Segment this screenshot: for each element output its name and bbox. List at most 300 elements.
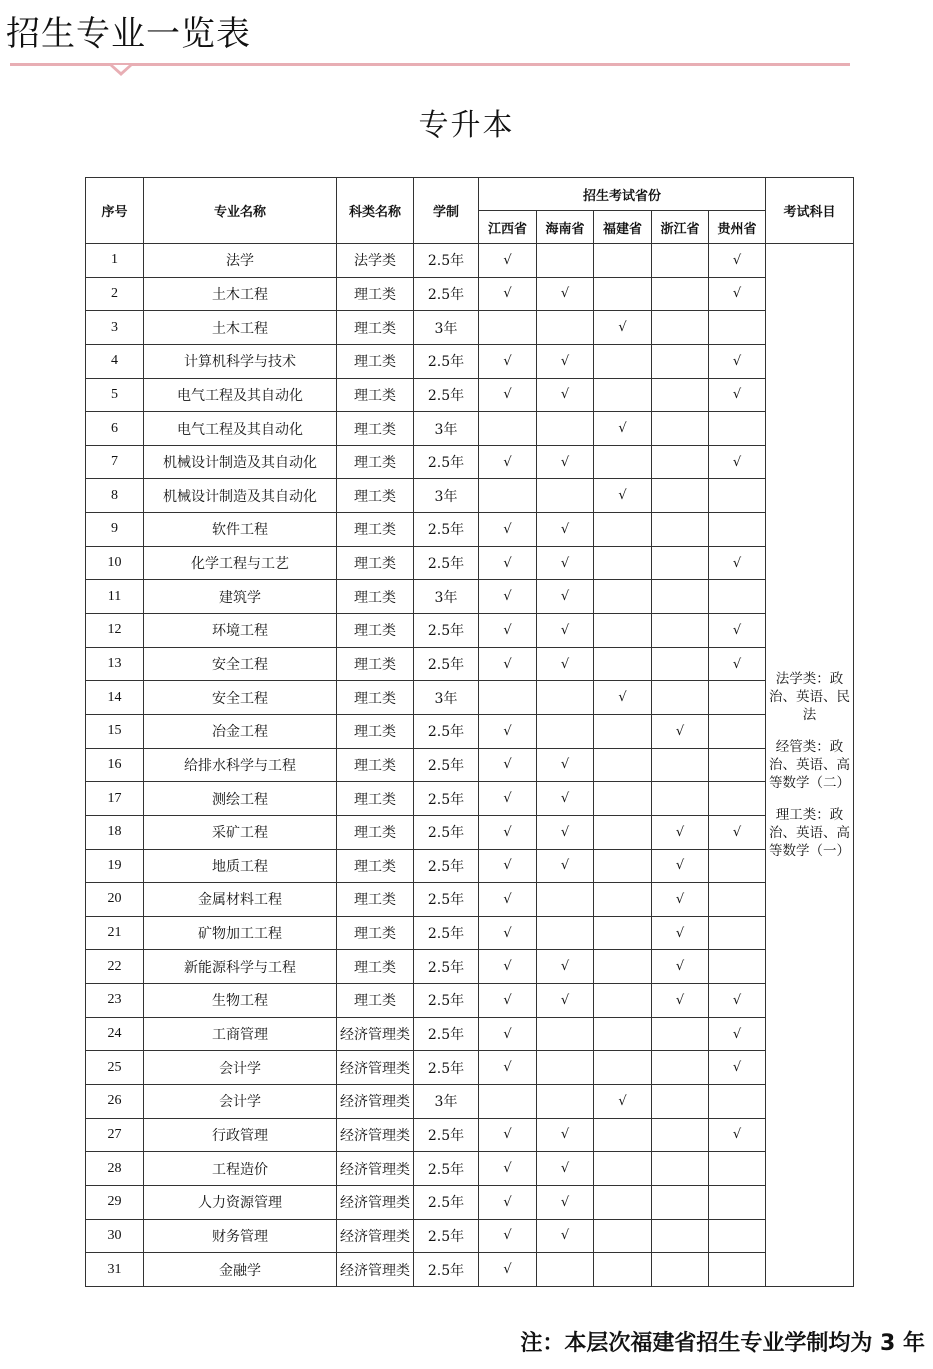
cell-index: 16 — [86, 748, 144, 782]
cell-province-check: √ — [537, 984, 594, 1018]
cell-category: 理工类 — [337, 883, 414, 917]
cell-province-check: √ — [537, 580, 594, 614]
table-body — [86, 244, 854, 1287]
cell-major: 金属材料工程 — [144, 883, 337, 917]
cell-category: 理工类 — [337, 950, 414, 984]
cell-province-check — [594, 378, 652, 412]
cell-major: 会计学 — [144, 1051, 337, 1085]
cell-province-check — [652, 1219, 709, 1253]
cell-province-check — [479, 479, 537, 513]
cell-duration: 3年 — [414, 580, 479, 614]
major-table — [85, 177, 854, 1287]
cell-duration: 2.5年 — [414, 1219, 479, 1253]
header-category: 科类名称 — [337, 178, 414, 244]
cell-province-check: √ — [479, 614, 537, 648]
cell-category: 理工类 — [337, 546, 414, 580]
header-major: 专业名称 — [144, 178, 337, 244]
table-row — [86, 378, 854, 412]
cell-index: 20 — [86, 883, 144, 917]
cell-province-check — [594, 916, 652, 950]
cell-category: 经济管理类 — [337, 1017, 414, 1051]
table-row — [86, 681, 854, 715]
cell-index: 14 — [86, 681, 144, 715]
cell-province-check: √ — [652, 883, 709, 917]
cell-index: 25 — [86, 1051, 144, 1085]
cell-province-check — [594, 1017, 652, 1051]
table-row — [86, 950, 854, 984]
cell-province-check: √ — [709, 647, 766, 681]
cell-province-check — [652, 1152, 709, 1186]
cell-province-check: √ — [537, 513, 594, 547]
cell-category: 理工类 — [337, 681, 414, 715]
cell-province-check — [479, 1085, 537, 1119]
cell-province-check — [537, 1017, 594, 1051]
cell-province-check — [652, 782, 709, 816]
cell-duration: 2.5年 — [414, 344, 479, 378]
cell-category: 经济管理类 — [337, 1051, 414, 1085]
cell-province-check — [709, 580, 766, 614]
cell-province-check — [479, 681, 537, 715]
cell-province-check — [652, 1253, 709, 1287]
cell-index: 23 — [86, 984, 144, 1018]
cell-province-check — [709, 916, 766, 950]
cell-major: 土木工程 — [144, 311, 337, 345]
cell-province-check: √ — [479, 984, 537, 1018]
cell-province-check — [479, 412, 537, 446]
cell-province-check: √ — [479, 815, 537, 849]
cell-category: 经济管理类 — [337, 1152, 414, 1186]
cell-exam-subjects — [766, 244, 854, 1287]
header-province: 浙江省 — [652, 211, 709, 244]
cell-major: 工商管理 — [144, 1017, 337, 1051]
table-row — [86, 1017, 854, 1051]
cell-duration: 2.5年 — [414, 546, 479, 580]
cell-index: 9 — [86, 513, 144, 547]
header-divider — [10, 63, 850, 66]
header-province: 江西省 — [479, 211, 537, 244]
cell-category: 理工类 — [337, 916, 414, 950]
table-row — [86, 883, 854, 917]
cell-province-check — [594, 950, 652, 984]
cell-index: 1 — [86, 244, 144, 278]
cell-province-check: √ — [537, 748, 594, 782]
cell-province-check: √ — [537, 647, 594, 681]
cell-province-check: √ — [479, 1051, 537, 1085]
cell-duration: 2.5年 — [414, 1152, 479, 1186]
cell-province-check: √ — [594, 1085, 652, 1119]
cell-duration: 2.5年 — [414, 1017, 479, 1051]
cell-category: 理工类 — [337, 815, 414, 849]
cell-province-check — [652, 748, 709, 782]
cell-category: 经济管理类 — [337, 1253, 414, 1287]
cell-category: 理工类 — [337, 311, 414, 345]
cell-province-check — [709, 849, 766, 883]
cell-province-check — [709, 1253, 766, 1287]
cell-province-check — [709, 1219, 766, 1253]
cell-province-check: √ — [479, 1017, 537, 1051]
cell-duration: 2.5年 — [414, 513, 479, 547]
cell-duration: 3年 — [414, 479, 479, 513]
cell-index: 31 — [86, 1253, 144, 1287]
table-row — [86, 479, 854, 513]
cell-province-check — [537, 681, 594, 715]
cell-category: 经济管理类 — [337, 1085, 414, 1119]
cell-province-check — [652, 479, 709, 513]
cell-province-check — [709, 883, 766, 917]
cell-major: 矿物加工工程 — [144, 916, 337, 950]
cell-category: 理工类 — [337, 378, 414, 412]
cell-index: 26 — [86, 1085, 144, 1119]
table-row — [86, 412, 854, 446]
cell-index: 22 — [86, 950, 144, 984]
cell-province-check: √ — [709, 815, 766, 849]
table-row — [86, 1085, 854, 1119]
table-row — [86, 244, 854, 278]
table-row — [86, 647, 854, 681]
cell-category: 理工类 — [337, 748, 414, 782]
cell-province-check: √ — [594, 311, 652, 345]
cell-duration: 2.5年 — [414, 815, 479, 849]
cell-province-check — [652, 311, 709, 345]
cell-province-check: √ — [479, 344, 537, 378]
cell-province-check: √ — [537, 1185, 594, 1219]
cell-province-check: √ — [652, 950, 709, 984]
table-row — [86, 782, 854, 816]
cell-major: 软件工程 — [144, 513, 337, 547]
cell-province-check — [537, 311, 594, 345]
cell-duration: 2.5年 — [414, 445, 479, 479]
cell-province-check — [594, 344, 652, 378]
footer-note: 注：本层次福建省招生专业学制均为 3 年 — [520, 1331, 925, 1356]
cell-index: 11 — [86, 580, 144, 614]
cell-index: 28 — [86, 1152, 144, 1186]
cell-province-check — [709, 950, 766, 984]
cell-province-check — [594, 1118, 652, 1152]
cell-province-check: √ — [537, 849, 594, 883]
cell-province-check — [652, 344, 709, 378]
cell-province-check — [594, 984, 652, 1018]
cell-province-check: √ — [537, 1152, 594, 1186]
cell-duration: 2.5年 — [414, 883, 479, 917]
cell-duration: 2.5年 — [414, 1185, 479, 1219]
cell-duration: 2.5年 — [414, 244, 479, 278]
cell-province-check — [479, 311, 537, 345]
table-row — [86, 277, 854, 311]
cell-province-check — [537, 1051, 594, 1085]
cell-major: 给排水科学与工程 — [144, 748, 337, 782]
cell-province-check: √ — [709, 1118, 766, 1152]
table-row — [86, 748, 854, 782]
cell-duration: 2.5年 — [414, 1118, 479, 1152]
cell-province-check — [709, 1085, 766, 1119]
cell-duration: 2.5年 — [414, 849, 479, 883]
cell-province-check — [594, 614, 652, 648]
cell-province-check: √ — [594, 681, 652, 715]
cell-province-check — [594, 244, 652, 278]
cell-duration: 2.5年 — [414, 984, 479, 1018]
cell-province-check — [594, 748, 652, 782]
cell-province-check — [594, 580, 652, 614]
cell-duration: 3年 — [414, 311, 479, 345]
cell-major: 土木工程 — [144, 277, 337, 311]
cell-province-check: √ — [537, 782, 594, 816]
cell-province-check: √ — [479, 1152, 537, 1186]
cell-index: 6 — [86, 412, 144, 446]
cell-major: 冶金工程 — [144, 714, 337, 748]
cell-province-check — [594, 1152, 652, 1186]
cell-major: 环境工程 — [144, 614, 337, 648]
cell-province-check — [594, 277, 652, 311]
table-row — [86, 513, 854, 547]
cell-category: 理工类 — [337, 277, 414, 311]
cell-province-check — [652, 546, 709, 580]
cell-province-check: √ — [709, 1051, 766, 1085]
cell-major: 电气工程及其自动化 — [144, 412, 337, 446]
cell-province-check — [594, 1051, 652, 1085]
cell-major: 建筑学 — [144, 580, 337, 614]
cell-major: 会计学 — [144, 1085, 337, 1119]
cell-index: 18 — [86, 815, 144, 849]
exam-subjects-text: 经管类：政治、英语、高等数学（二） — [769, 738, 851, 791]
cell-province-check: √ — [479, 580, 537, 614]
cell-province-check — [594, 647, 652, 681]
cell-duration: 2.5年 — [414, 950, 479, 984]
cell-major: 工程造价 — [144, 1152, 337, 1186]
cell-province-check — [652, 1051, 709, 1085]
cell-province-check — [594, 1219, 652, 1253]
cell-province-check — [537, 1085, 594, 1119]
cell-province-check: √ — [709, 445, 766, 479]
header-index: 序号 — [86, 178, 144, 244]
cell-duration: 3年 — [414, 681, 479, 715]
cell-province-check — [594, 815, 652, 849]
cell-index: 8 — [86, 479, 144, 513]
cell-province-check — [594, 714, 652, 748]
cell-category: 经济管理类 — [337, 1185, 414, 1219]
cell-province-check: √ — [479, 277, 537, 311]
cell-category: 法学类 — [337, 244, 414, 278]
cell-index: 13 — [86, 647, 144, 681]
cell-index: 10 — [86, 546, 144, 580]
cell-duration: 2.5年 — [414, 748, 479, 782]
cell-province-check: √ — [537, 445, 594, 479]
cell-province-check — [537, 714, 594, 748]
cell-major: 测绘工程 — [144, 782, 337, 816]
cell-province-check — [652, 647, 709, 681]
cell-province-check: √ — [537, 1118, 594, 1152]
exam-subjects-text: 法学类：政治、英语、民法 — [769, 670, 851, 723]
cell-province-check: √ — [479, 916, 537, 950]
cell-major: 机械设计制造及其自动化 — [144, 479, 337, 513]
table-row — [86, 344, 854, 378]
cell-province-check — [537, 883, 594, 917]
cell-province-check — [709, 479, 766, 513]
cell-province-check — [652, 1185, 709, 1219]
cell-index: 5 — [86, 378, 144, 412]
table-row — [86, 1118, 854, 1152]
cell-province-check — [709, 714, 766, 748]
table-row — [86, 984, 854, 1018]
cell-province-check — [709, 513, 766, 547]
cell-province-check — [652, 244, 709, 278]
table-row — [86, 1152, 854, 1186]
cell-province-check: √ — [537, 378, 594, 412]
table-row — [86, 1051, 854, 1085]
table-row — [86, 614, 854, 648]
cell-province-check: √ — [709, 344, 766, 378]
cell-category: 理工类 — [337, 580, 414, 614]
cell-duration: 2.5年 — [414, 378, 479, 412]
table-row — [86, 815, 854, 849]
cell-province-check: √ — [479, 1253, 537, 1287]
cell-category: 理工类 — [337, 782, 414, 816]
cell-province-check: √ — [479, 782, 537, 816]
cell-province-check — [709, 311, 766, 345]
cell-province-check — [594, 883, 652, 917]
cell-category: 理工类 — [337, 479, 414, 513]
cell-province-check: √ — [709, 984, 766, 1018]
cell-category: 理工类 — [337, 344, 414, 378]
cell-duration: 2.5年 — [414, 1253, 479, 1287]
cell-duration: 3年 — [414, 412, 479, 446]
table-row — [86, 916, 854, 950]
cell-category: 理工类 — [337, 849, 414, 883]
cell-province-check — [594, 1185, 652, 1219]
table-row — [86, 849, 854, 883]
cell-province-check: √ — [537, 546, 594, 580]
cell-province-check: √ — [709, 1017, 766, 1051]
cell-province-check — [537, 916, 594, 950]
cell-category: 理工类 — [337, 513, 414, 547]
cell-province-check: √ — [537, 950, 594, 984]
header-province: 海南省 — [537, 211, 594, 244]
cell-major: 地质工程 — [144, 849, 337, 883]
cell-province-check: √ — [652, 849, 709, 883]
page-title: 招生专业一览表 — [6, 14, 251, 54]
table-row — [86, 714, 854, 748]
cell-province-check — [594, 513, 652, 547]
cell-major: 行政管理 — [144, 1118, 337, 1152]
cell-major: 法学 — [144, 244, 337, 278]
cell-major: 生物工程 — [144, 984, 337, 1018]
cell-province-check — [709, 748, 766, 782]
cell-index: 12 — [86, 614, 144, 648]
cell-province-check: √ — [479, 378, 537, 412]
cell-duration: 2.5年 — [414, 714, 479, 748]
cell-province-check: √ — [479, 445, 537, 479]
cell-province-check — [594, 445, 652, 479]
cell-category: 理工类 — [337, 614, 414, 648]
cell-index: 21 — [86, 916, 144, 950]
cell-province-check: √ — [479, 1185, 537, 1219]
cell-province-check — [652, 580, 709, 614]
cell-category: 理工类 — [337, 647, 414, 681]
cell-category: 经济管理类 — [337, 1118, 414, 1152]
table-row — [86, 1253, 854, 1287]
cell-province-check: √ — [709, 614, 766, 648]
table-row — [86, 546, 854, 580]
cell-province-check — [594, 782, 652, 816]
cell-province-check: √ — [709, 277, 766, 311]
cell-major: 金融学 — [144, 1253, 337, 1287]
cell-province-check — [537, 244, 594, 278]
cell-province-check: √ — [537, 614, 594, 648]
cell-index: 27 — [86, 1118, 144, 1152]
cell-province-check — [709, 1152, 766, 1186]
cell-province-check — [594, 1253, 652, 1287]
cell-province-check: √ — [479, 714, 537, 748]
page-header — [0, 0, 933, 82]
cell-index: 24 — [86, 1017, 144, 1051]
cell-province-check: √ — [479, 546, 537, 580]
cell-major: 新能源科学与工程 — [144, 950, 337, 984]
cell-province-check: √ — [537, 1219, 594, 1253]
cell-province-check — [709, 412, 766, 446]
header-duration: 学制 — [414, 178, 479, 244]
cell-province-check: √ — [652, 714, 709, 748]
table-row — [86, 1219, 854, 1253]
cell-province-check — [652, 412, 709, 446]
cell-index: 19 — [86, 849, 144, 883]
cell-province-check: √ — [594, 479, 652, 513]
cell-index: 7 — [86, 445, 144, 479]
cell-province-check: √ — [652, 815, 709, 849]
cell-index: 29 — [86, 1185, 144, 1219]
cell-province-check — [537, 1253, 594, 1287]
cell-province-check — [594, 849, 652, 883]
cell-major: 安全工程 — [144, 681, 337, 715]
cell-category: 理工类 — [337, 412, 414, 446]
cell-province-check: √ — [479, 748, 537, 782]
cell-index: 3 — [86, 311, 144, 345]
cell-province-check: √ — [479, 1118, 537, 1152]
cell-major: 安全工程 — [144, 647, 337, 681]
cell-province-check — [537, 412, 594, 446]
cell-province-check — [652, 277, 709, 311]
cell-duration: 2.5年 — [414, 614, 479, 648]
cell-province-check: √ — [652, 916, 709, 950]
cell-province-check: √ — [537, 344, 594, 378]
cell-major: 计算机科学与技术 — [144, 344, 337, 378]
cell-category: 经济管理类 — [337, 1219, 414, 1253]
cell-category: 理工类 — [337, 714, 414, 748]
section-subtitle: 专升本 — [418, 108, 515, 143]
cell-province-check: √ — [479, 647, 537, 681]
cell-province-check — [709, 1185, 766, 1219]
cell-index: 15 — [86, 714, 144, 748]
cell-province-check — [652, 1017, 709, 1051]
cell-province-check — [652, 378, 709, 412]
cell-category: 理工类 — [337, 445, 414, 479]
cell-index: 30 — [86, 1219, 144, 1253]
cell-province-check — [709, 782, 766, 816]
cell-province-check: √ — [652, 984, 709, 1018]
cell-province-check: √ — [709, 546, 766, 580]
cell-index: 4 — [86, 344, 144, 378]
cell-duration: 2.5年 — [414, 1051, 479, 1085]
header-province: 贵州省 — [709, 211, 766, 244]
table-row — [86, 1185, 854, 1219]
table-row — [86, 311, 854, 345]
header-subjects: 考试科目 — [766, 178, 854, 244]
cell-duration: 3年 — [414, 1085, 479, 1119]
cell-major: 财务管理 — [144, 1219, 337, 1253]
cell-major: 采矿工程 — [144, 815, 337, 849]
cell-province-check: √ — [479, 244, 537, 278]
cell-province-check: √ — [479, 883, 537, 917]
cell-duration: 2.5年 — [414, 782, 479, 816]
table-row — [86, 580, 854, 614]
